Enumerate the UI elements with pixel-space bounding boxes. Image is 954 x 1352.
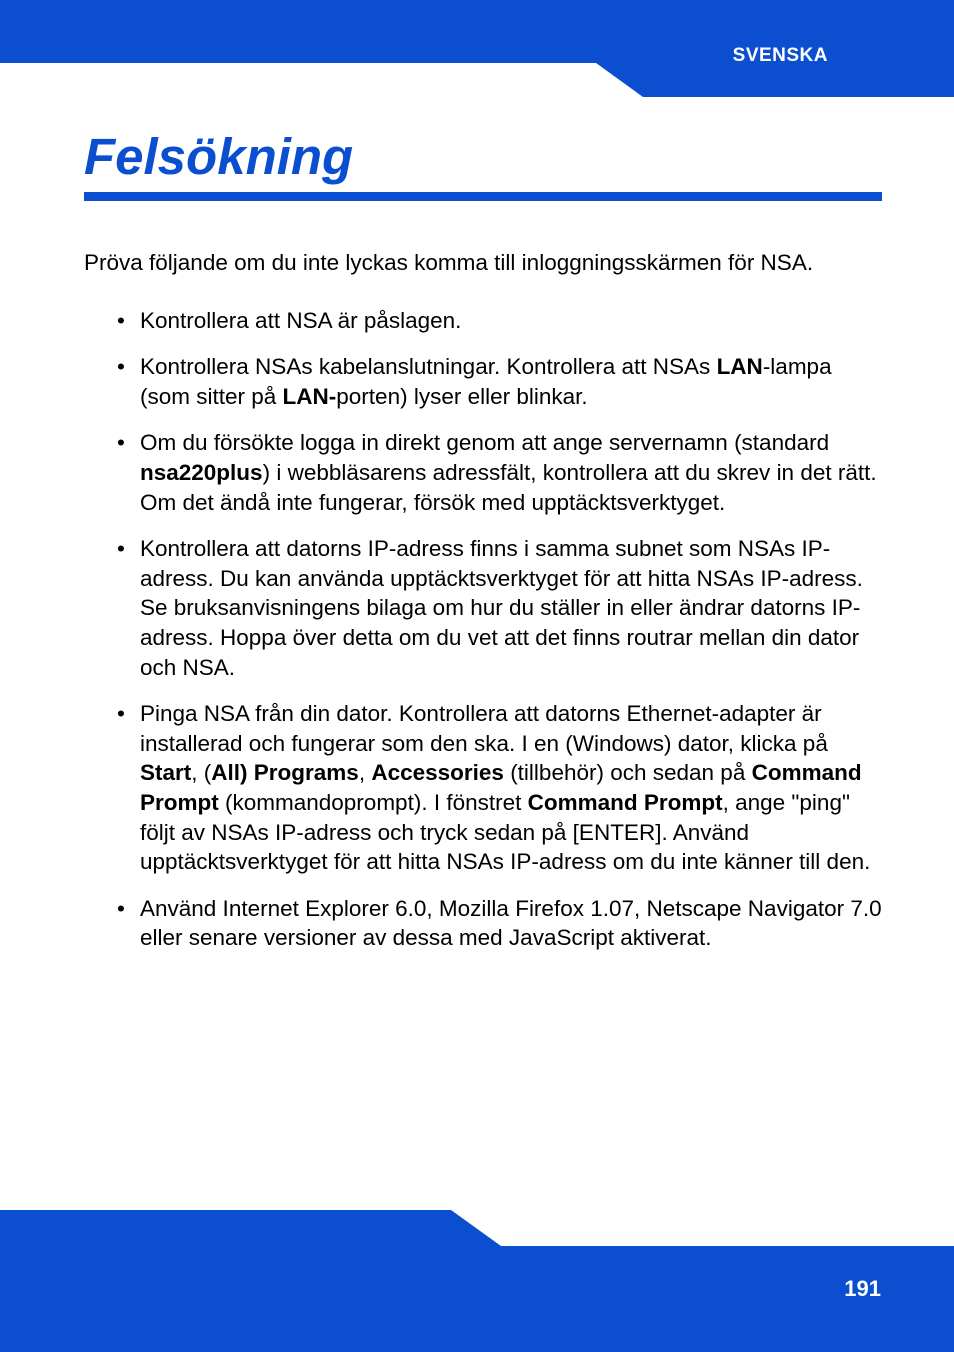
bullet-marker: • [117, 895, 125, 921]
bold-term: Start [140, 760, 192, 786]
list-item-text: , [358, 760, 372, 786]
page-number: 191 [844, 1276, 881, 1301]
list-item-text: , ange "ping" följt av NSAs IP-adress och tryck sedan på [ENTER]. Använd upptäcktsverktyget för att hitta NSAs IP-adress om du inte känner till den. [140, 789, 871, 875]
bullet-marker: • [117, 701, 125, 727]
list-item-text: -lampa (som sitter på [140, 354, 832, 409]
troubleshooting-list [84, 306, 884, 953]
list-item-text: (kommandoprompt). I fönstret [218, 789, 528, 815]
footer-band-shape [0, 1210, 954, 1352]
bullet-marker: • [117, 536, 125, 562]
bold-term: LAN- [282, 383, 337, 409]
bold-term: Accessories [371, 760, 504, 786]
list-item-text: Kontrollera att NSA är påslagen. [140, 307, 462, 333]
list-item-text: Pinga NSA från din dator. Kontrollera att datorns Ethernet-adapter är installerad och fungerar som den ska. I en (Windows) dator, klicka på [140, 701, 828, 756]
list-item-text: ) i webbläsarens adressfält, kontrollera att du skrev in det rätt. Om det ändå inte fungerar, försök med upptäcktsverktyget. [140, 459, 877, 515]
bullet-marker: • [117, 354, 125, 380]
title-rule [84, 192, 882, 201]
list-item [84, 534, 884, 682]
list-item [84, 699, 884, 877]
bullet-marker: • [117, 307, 125, 333]
list-item [84, 428, 884, 517]
list-item [84, 352, 884, 411]
list-item-text: (tillbehör) och sedan på [503, 760, 752, 786]
bold-term: Command Prompt [140, 760, 862, 815]
list-item [84, 894, 884, 953]
language-label: SVENSKA [732, 45, 828, 66]
list-item-text: , ( [191, 760, 212, 786]
bold-term: LAN [716, 354, 763, 380]
footer-band [0, 1210, 954, 1352]
list-item-text: Kontrollera NSAs kabelanslutningar. Kontrollera att NSAs [140, 354, 717, 380]
bold-term: nsa220plus [140, 459, 263, 485]
bold-term: All) Programs [211, 760, 359, 786]
intro-paragraph: Pröva följande om du inte lyckas komma till inloggningsskärmen för NSA. [84, 250, 814, 275]
page-title: Felsökning [84, 128, 354, 185]
bold-term: Command Prompt [527, 789, 723, 815]
list-item-text: Kontrollera att datorns IP-adress finns i samma subnet som NSAs IP-adress. Du kan använda upptäcktsverktyget för att hitta NSAs IP-adress. Se bruksanvisningens bilaga om hur du ställer in eller ändrar datorns IP-adress. Hoppa över detta om du vet att det finns routrar mellan din dator och NSA. [140, 536, 863, 680]
list-item-text: Om du försökte logga in direkt genom att ange servernamn (standard [140, 430, 830, 456]
main-content [84, 248, 884, 970]
list-item [84, 306, 884, 336]
list-item-text: porten) lyser eller blinkar. [336, 383, 588, 409]
list-item-text: Använd Internet Explorer 6.0, Mozilla Firefox 1.07, Netscape Navigator 7.0 eller senare versioner av dessa med JavaScript aktiverat. [140, 895, 882, 951]
bullet-marker: • [117, 430, 125, 456]
